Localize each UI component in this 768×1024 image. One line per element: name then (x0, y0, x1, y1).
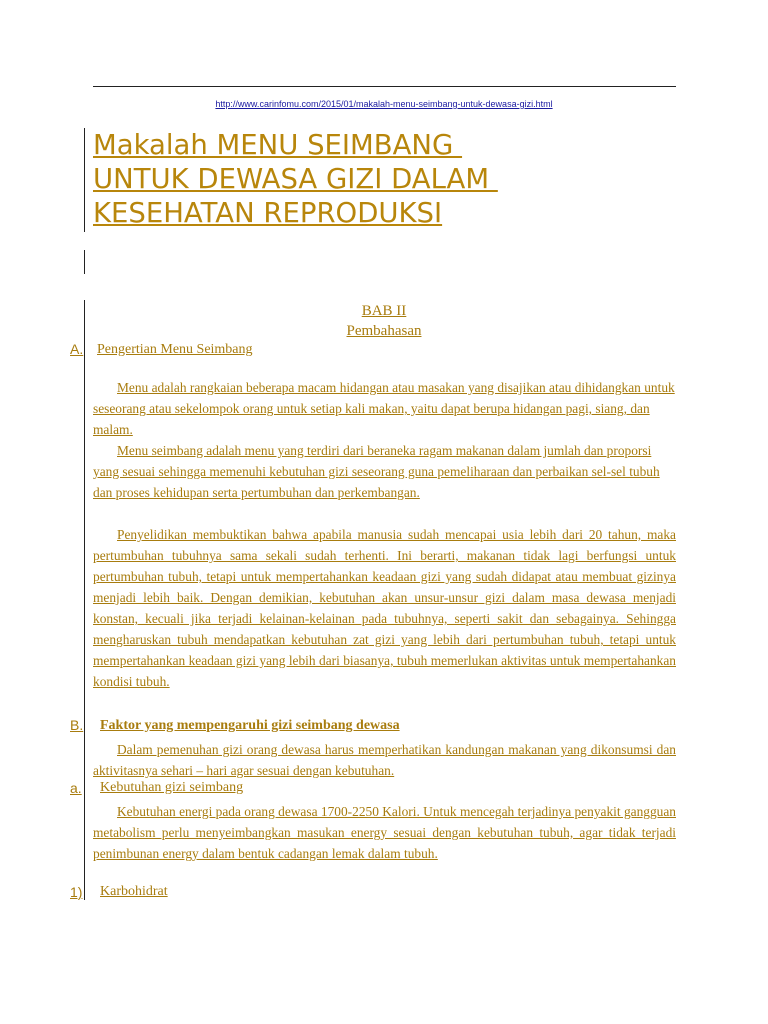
title-line: UNTUK DEWASA GIZI DALAM (93, 163, 498, 195)
list-marker: a. (70, 780, 82, 796)
paragraph (93, 801, 676, 864)
chapter-subtitle: Pembahasan (346, 323, 422, 339)
item-heading: Karbohidrat (100, 884, 168, 899)
section-heading: Faktor yang mempengaruhi gizi seimbang dewasa (100, 718, 400, 733)
change-bar (84, 128, 85, 232)
paragraph-text: Dalam pemenuhan gizi orang dewasa harus memperhatikan kandungan makanan yang dikonsumsi dan aktivitasnya sehari – hari agar sesuai dengan kebutuhan. (93, 742, 676, 778)
chapter-label: BAB II (361, 303, 407, 319)
change-bar (84, 300, 85, 900)
paragraph (93, 739, 676, 781)
paragraph-text: Kebutuhan energi pada orang dewasa 1700-2250 Kalori. Untuk mencegah terjadinya penyakit gangguan metabolism perlu menyeimbangkan masukan energy sesuai dengan kebutuhan tubuh, agar tidak terjadi penimbunan energy dalam bentuk cadangan lemak dalam tubuh. (93, 804, 676, 861)
list-marker: B. (70, 717, 84, 733)
change-bar (84, 250, 85, 274)
list-marker: A. (70, 341, 84, 357)
subsection-heading: Kebutuhan gizi seimbang (100, 780, 244, 795)
paragraph (93, 377, 676, 503)
paragraph (93, 524, 676, 692)
document-title (93, 128, 693, 230)
list-marker: 1) (70, 884, 83, 900)
paragraph-text: Menu seimbang adalah menu yang terdiri dari beraneka ragam makanan dalam jumlah dan proporsi yang sesuai sehingga memenuhi kebutuhan gizi seseorang guna pemeliharaan dan perbaikan sel-sel tubuh dan proses kehidupan serta pertumbuhan dan perkembangan. (93, 443, 660, 500)
paragraph-text: Menu adalah rangkaian beberapa macam hidangan atau masakan yang disajikan atau dihidangkan untuk seseorang atau sekelompok orang untuk setiap kali makan, yaitu dapat berupa hidangan pagi, siang, dan malam. (93, 380, 675, 437)
title-line: KESEHATAN REPRODUKSI (93, 197, 443, 229)
header-rule (93, 86, 676, 87)
section-heading: Pengertian Menu Seimbang (97, 342, 253, 357)
source-url-link[interactable]: http://www.carinfomu.com/2015/01/makalah-menu-seimbang-untuk-dewasa-gizi.html (215, 99, 553, 109)
paragraph-text: Penyelidikan membuktikan bahwa apabila manusia sudah mencapai usia lebih dari 20 tahun, maka pertumbuhan tubuhnya sama sekali sudah terhenti. Ini berarti, makanan tidak lagi berfungsi untuk pertumbuhan tubuh, tetapi untuk mempertahankan keadaan gizi yang sudah didapat atau membuat gizinya menjadi lebih baik. Dengan demikian, kebutuhan akan unsur-unsur gizi dalam masa dewasa menjadi konstan, kecuali jika terjadi kelainan-kelainan pada tubuhnya, seperti sakit dan sebagainya. Sehingga mengharuskan tubuh mendapatkan kebutuhan zat gizi yang lebih dari pertumbuhan tubuh, tetapi untuk mempertahankan keadaan gizi yang lebih dari biasanya, tubuh memerlukan aktivitas untuk mempertahankan kondisi tubuh. (93, 527, 676, 689)
title-line: Makalah MENU SEIMBANG (93, 129, 463, 161)
